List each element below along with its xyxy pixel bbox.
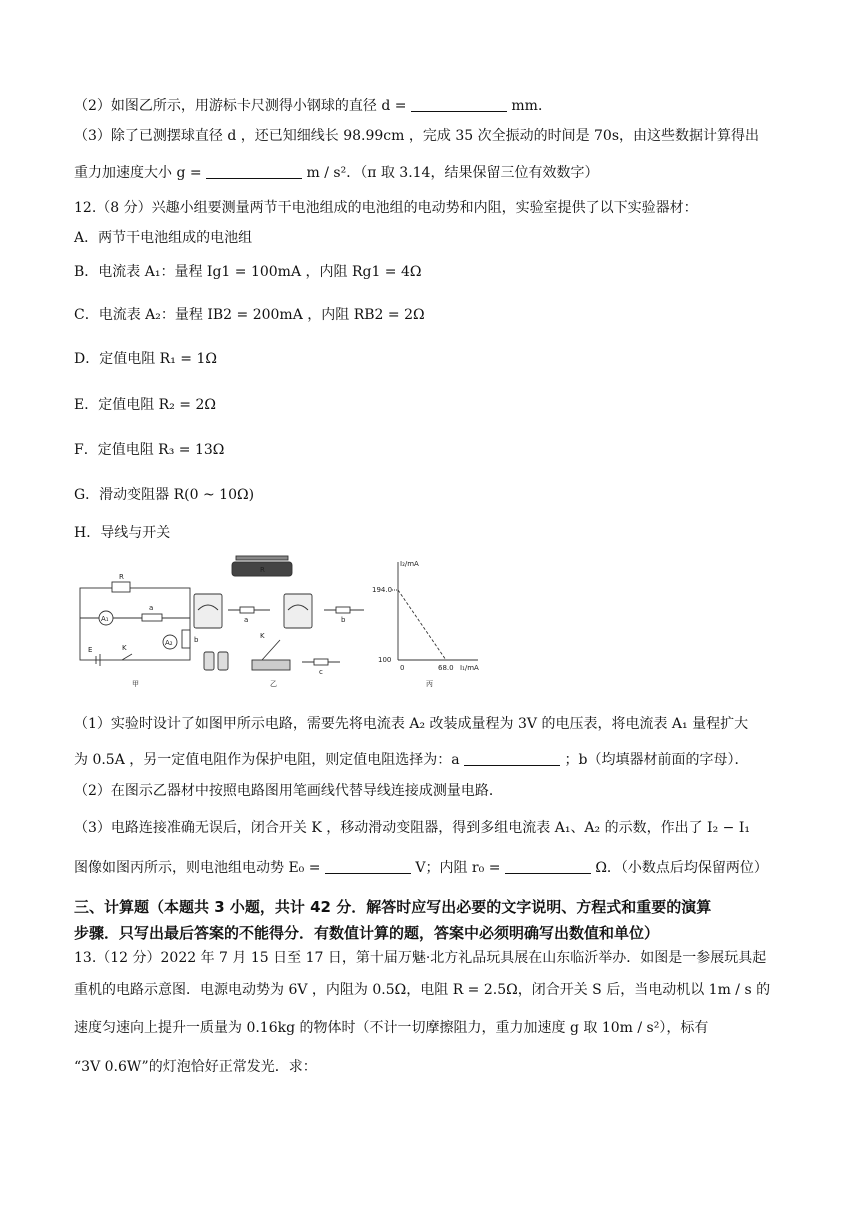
circuit-diagram <box>80 582 190 666</box>
label-A1: A₁ <box>101 615 109 623</box>
q13-line4: “3V 0.6W”的灯泡恰好正常发光．求： <box>74 1059 317 1075</box>
label-K: K <box>122 644 127 652</box>
label-a: a <box>149 604 154 612</box>
q11-part2: （2）如图乙所示，用游标卡尺测得小钢球的直径 d = mm． <box>74 98 552 114</box>
q11-part3-cont: 重力加速度大小 g = m / s²．（π 取 3.14，结果保留三位有效数字） <box>74 165 599 181</box>
answer-blank-emf[interactable] <box>325 859 411 874</box>
option-a: A．两节干电池组成的电池组 <box>74 230 253 246</box>
q13-line1: 13.（12 分）2022 年 7 月 15 日至 17 日，第十届万魅·北方礼品玩具展在山东临沂举办．如图是一参展玩具起 <box>74 950 767 966</box>
caption-bing: 丙 <box>426 680 433 688</box>
q13-line3: 速度匀速向上提升一质量为 0.16kg 的物体时（不计一切摩擦阻力，重力加速度 g 取 10m / s²），标有 <box>74 1020 709 1036</box>
label-b: b <box>194 636 199 644</box>
q12-stem: 12.（8 分）兴趣小组要测量两节干电池组成的电池组的电动势和内阻，实验室提供了以下实验器材： <box>74 200 698 216</box>
graph-x-end: 68.0 <box>438 664 454 672</box>
label-a-resistor: a <box>244 616 249 624</box>
section3-heading: 三、计算题（本题共 3 小题，共计 42 分．解答时应写出必要的文字说明、方程式和重要的演算 <box>74 898 712 916</box>
graph-ylabel: I₂/mA <box>400 560 419 568</box>
equipment-drawing <box>194 556 364 670</box>
label-c-resistor: c <box>319 668 323 676</box>
q12-part1-cont: 为 0.5A ，另一定值电阻作为保护电阻，则定值电阻选择为：a ；b（均填器材前面的字母）． <box>74 752 749 768</box>
q12-part1: （1）实验时设计了如图甲所示电路，需要先将电流表 A₂ 改装成量程为 3V 的电压表，将电流表 A₁ 量程扩大 <box>74 716 749 732</box>
q12-part3: （3）电路连接准确无误后，闭合开关 K ，移动滑动变阻器，得到多组电流表 A₁、A₂ 的示数，作出了 I₂ − I₁ <box>74 820 750 836</box>
label-K-switch: K <box>260 632 265 640</box>
answer-blank-r[interactable] <box>505 859 591 874</box>
section3-heading-cont: 步骤．只写出最后答案的不能得分．有数值计算的题，答案中必须明确写出数值和单位） <box>74 924 660 942</box>
option-h: H．导线与开关 <box>74 525 171 541</box>
caption-jia: 甲 <box>132 680 139 688</box>
q12-part3-cont: 图像如图丙所示，则电池组电动势 E₀ = V；内阻 r₀ = Ω．（小数点后均保留两位） <box>74 860 768 876</box>
label-R-rheostat: R <box>260 566 265 574</box>
graph-xlabel: I₁/mA <box>460 664 479 672</box>
q13-line2: 重机的电路示意图．电源电动势为 6V ，内阻为 0.5Ω，电阻 R = 2.5Ω，闭合开关 S 后，当电动机以 1m / s 的 <box>74 982 771 998</box>
label-A2: A₂ <box>165 639 173 647</box>
option-c: C．电流表 A₂：量程 IB2 = 200mA ，内阻 RB2 = 2Ω <box>74 307 425 323</box>
label-R: R <box>119 573 124 581</box>
label-E: E <box>88 646 93 654</box>
option-b: B．电流表 A₁：量程 Ig1 = 100mA ，内阻 Rg1 = 4Ω <box>74 264 422 280</box>
option-d: D．定值电阻 R₁ = 1Ω <box>74 351 217 367</box>
i2-i1-graph <box>392 562 478 660</box>
option-g: G．滑动变阻器 R(0 ~ 10Ω) <box>74 487 255 503</box>
graph-y-top: 194.0 <box>372 586 393 594</box>
answer-blank-g[interactable] <box>206 164 302 179</box>
caption-yi: 乙 <box>270 680 277 688</box>
graph-y-bottom: 100 <box>378 656 392 664</box>
answer-blank-a[interactable] <box>464 751 560 766</box>
q12-part2: （2）在图示乙器材中按照电路图用笔画线代替导线连接成测量电路． <box>74 783 503 799</box>
option-e: E．定值电阻 R₂ = 2Ω <box>74 397 216 413</box>
experiment-figure <box>66 552 486 702</box>
q11-part3: （3）除了已测摆球直径 d ，还已知细线长 98.99cm ，完成 35 次全振动的时间是 70s，由这些数据计算得出 <box>74 128 760 144</box>
answer-blank-diameter[interactable] <box>411 97 507 112</box>
label-b-resistor: b <box>341 616 346 624</box>
option-f: F．定值电阻 R₃ = 13Ω <box>74 442 225 458</box>
graph-x-zero: 0 <box>400 664 405 672</box>
